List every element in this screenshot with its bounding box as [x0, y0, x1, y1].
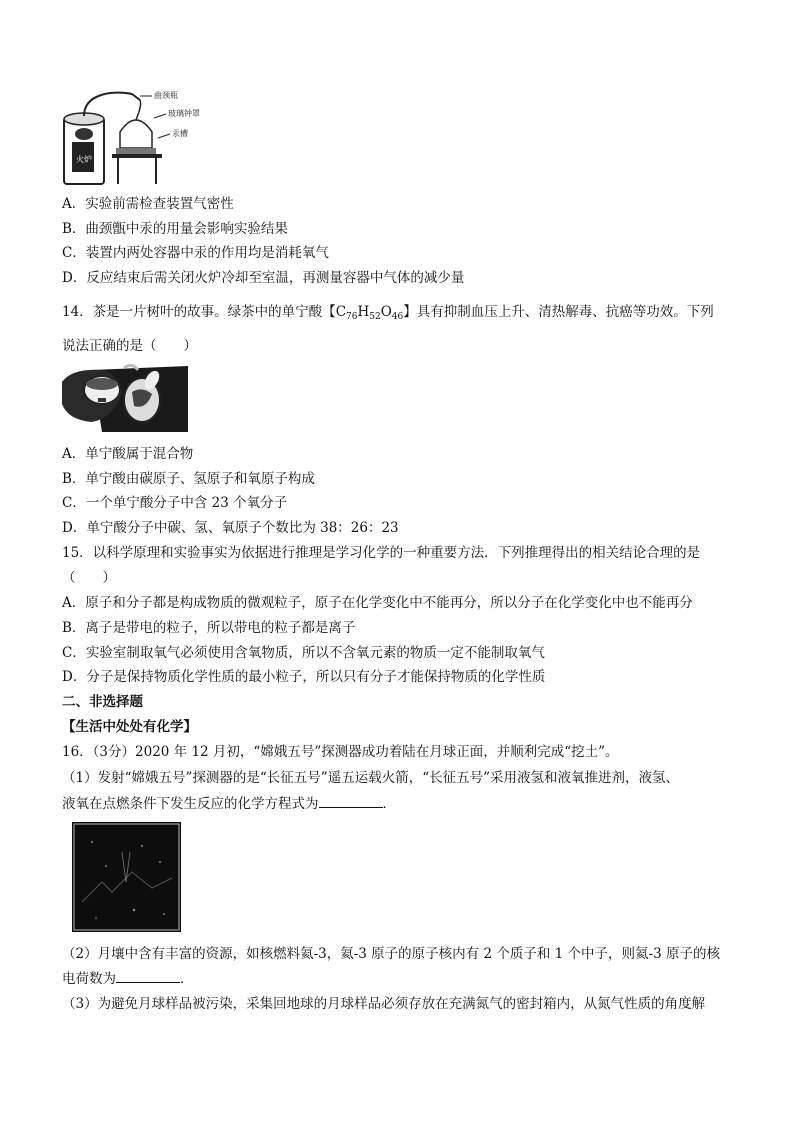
q16-part2-line2 — [62, 970, 194, 988]
q15-option-c: C．实验室制取氧气必须使用含氧物质，所以不含氧元素的物质一定不能制取氧气 — [62, 645, 545, 661]
q15-stem-line2: （ ） — [62, 570, 116, 586]
q16-part1-line1: （1）发射“嫦娥五号”探测器的是“长征五号”遥五运载火箭，“长征五号”采用液氢和液氧推进剂，液氢、 — [62, 770, 679, 786]
formula-c: C — [335, 304, 347, 320]
q16-part1-line2 — [62, 795, 396, 813]
bell-jar-label: 玻璃钟罩 — [168, 109, 200, 118]
q13-option-d: D．反应结束后需关闭火炉冷却至室温，再测量容器中气体的减少量 — [62, 270, 465, 286]
q16-part1-end: ． — [382, 796, 396, 812]
q14-option-d: D．单宁酸分子中碳、氢、氧原子个数比为 38：26：23 — [62, 520, 399, 536]
q14-stem-line2: 说法正确的是（ ） — [62, 338, 197, 354]
answer-blank-equation[interactable] — [319, 795, 383, 808]
q16-part1-text: 液氧在点燃条件下发生反应的化学方程式为 — [62, 796, 319, 812]
q16-part3-line1: （3）为避免月球样品被污染，采集回地球的月球样品必须存放在充满氮气的密封箱内，从氮气性质的角度解 — [62, 996, 706, 1012]
formula-o-sub: 46 — [391, 312, 404, 322]
q14-stem-line1 — [62, 303, 714, 326]
q16-part2-text: 电荷数为 — [62, 971, 116, 987]
q16-stem: 16．（3分）2020 年 12 月初，“嫦娥五号”探测器成功着陆在月球正面，并顺利完成“挖土”。 — [62, 744, 619, 760]
q16-part2-end: ． — [180, 971, 194, 987]
formula-h: H — [357, 304, 370, 320]
formula-c-sub: 76 — [346, 312, 358, 322]
q15-option-b: B．离子是带电的粒子，所以带电的粒子都是离子 — [62, 620, 356, 636]
q13-option-c: C．装置内两处容器中汞的作用均是消耗氧气 — [62, 245, 329, 261]
tea-photo — [62, 362, 188, 432]
apparatus-drawing — [62, 88, 210, 186]
q15-option-a: A．原子和分子都是构成物质的微观粒子，原子在化学变化中不能再分，所以分子在化学变化中也不能再分 — [62, 595, 693, 611]
lunar-photo-drawing — [72, 822, 181, 932]
q14-stem-suffix: 】具有抑制血压上升、清热解毒、抗癌等功效。下列 — [403, 304, 714, 320]
flask-label: 曲颈瓶 — [154, 91, 178, 100]
furnace-label: 火炉 — [76, 155, 92, 164]
lunar-soil-photo — [72, 822, 181, 932]
q14-option-c: C．一个单宁酸分子中含 23 个氧分子 — [62, 495, 288, 511]
formula-o: O — [380, 304, 392, 320]
section-title: 二、非选择题 — [62, 694, 143, 710]
q15-option-d: D．分子是保持物质化学性质的最小粒子，所以只有分子才能保持物质的化学性质 — [62, 669, 546, 685]
q14-stem-prefix: 14．茶是一片树叶的故事。绿茶中的单宁酸【 — [62, 304, 336, 320]
q16-part2-line1: （2）月壤中含有丰富的资源，如核燃料氦-3，氦-3 原子的原子核内有 2 个质子和 1 个中子，则氦-3 原子的核 — [62, 946, 720, 962]
q14-option-b: B．单宁酸由碳原子、氢原子和氧原子构成 — [62, 471, 315, 487]
formula-h-sub: 52 — [369, 312, 381, 322]
mercury-trough-label: 汞槽 — [172, 129, 188, 138]
q14-option-a: A．单宁酸属于混合物 — [62, 446, 194, 462]
section-subtitle: 【生活中处处有化学】 — [62, 719, 197, 735]
answer-blank-charge[interactable] — [116, 970, 180, 983]
tea-photo-drawing — [62, 362, 188, 432]
q13-option-b: B．曲颈甑中汞的用量会影响实验结果 — [62, 221, 288, 237]
q13-option-a: A．实验前需检查装置气密性 — [62, 196, 234, 212]
q15-stem-line1: 15．以科学原理和实验事实为依据进行推理是学习化学的一种重要方法．下列推理得出的相关结论合理的是 — [62, 545, 701, 561]
apparatus-figure — [62, 88, 210, 186]
tannic-acid-formula — [336, 304, 404, 320]
